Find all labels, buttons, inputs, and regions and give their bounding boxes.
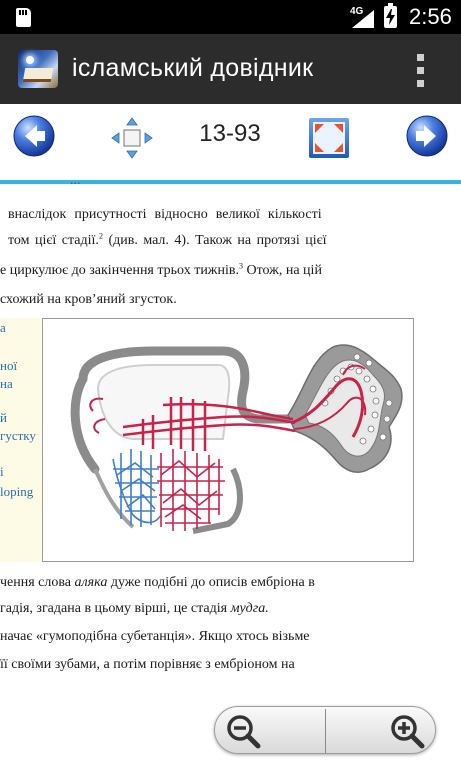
status-clock: 2:56 — [409, 4, 452, 29]
cut-off-line: ... — [70, 173, 81, 188]
zoom-divider — [325, 709, 326, 753]
embryo-illustration — [42, 318, 414, 562]
text-line: е циркулює до закінчення трьох тижнів.$^3$ Отож, на цій — [0, 261, 322, 278]
zoom-out-icon[interactable] — [223, 711, 263, 751]
embryo-drawing — [43, 319, 413, 561]
zoom-in-icon[interactable] — [387, 711, 427, 751]
page-navigation-toolbar — [0, 104, 461, 180]
caption-fragment: а — [0, 320, 6, 335]
text-line: начає «гумоподібна субетанція». Якщо хтось візьме — [0, 629, 310, 644]
caption-fragment: loping — [0, 484, 34, 499]
figure-caption — [0, 318, 42, 562]
document-page[interactable] — [0, 173, 461, 768]
caption-fragment: на — [0, 376, 13, 391]
action-bar — [0, 34, 461, 104]
text-line: схожий на кров’яний згусток. — [0, 292, 177, 307]
network-type: 4G — [350, 6, 364, 17]
sd-card-icon — [16, 8, 31, 27]
caption-fragment: ної — [0, 358, 18, 373]
fullscreen-icon[interactable] — [307, 116, 351, 160]
app-title: ісламський довідник — [72, 54, 314, 82]
caption-fragment: і — [0, 464, 4, 479]
arrow-left-icon[interactable] — [12, 114, 56, 158]
battery-icon — [384, 6, 397, 28]
caption-fragment: густку — [0, 428, 36, 443]
arrow-right-icon[interactable] — [405, 114, 449, 158]
status-bar — [0, 0, 461, 34]
text-line: том цієї стадії.$^2$ (див. мал. 4). Також на протязі цієї — [8, 231, 327, 248]
text-line: її своїми зубами, а потім порівняє з ембріоном на — [0, 657, 295, 672]
text-line: чення слова аляка дуже подібні до описів ембріона в — [0, 575, 315, 590]
text-line: внаслідок присутності відносно великої кількості — [8, 207, 322, 222]
page-indicator: 13-93 — [199, 120, 261, 147]
overflow-menu-icon[interactable] — [410, 50, 432, 90]
move-arrows-icon[interactable] — [110, 116, 154, 160]
caption-fragment: й — [0, 410, 7, 425]
signal-icon — [352, 10, 374, 28]
app-logo[interactable] — [18, 50, 58, 88]
zoom-controls — [214, 706, 436, 754]
text-line: гадія, згадана в цьому вірші, це стадія мудга. — [0, 601, 269, 616]
